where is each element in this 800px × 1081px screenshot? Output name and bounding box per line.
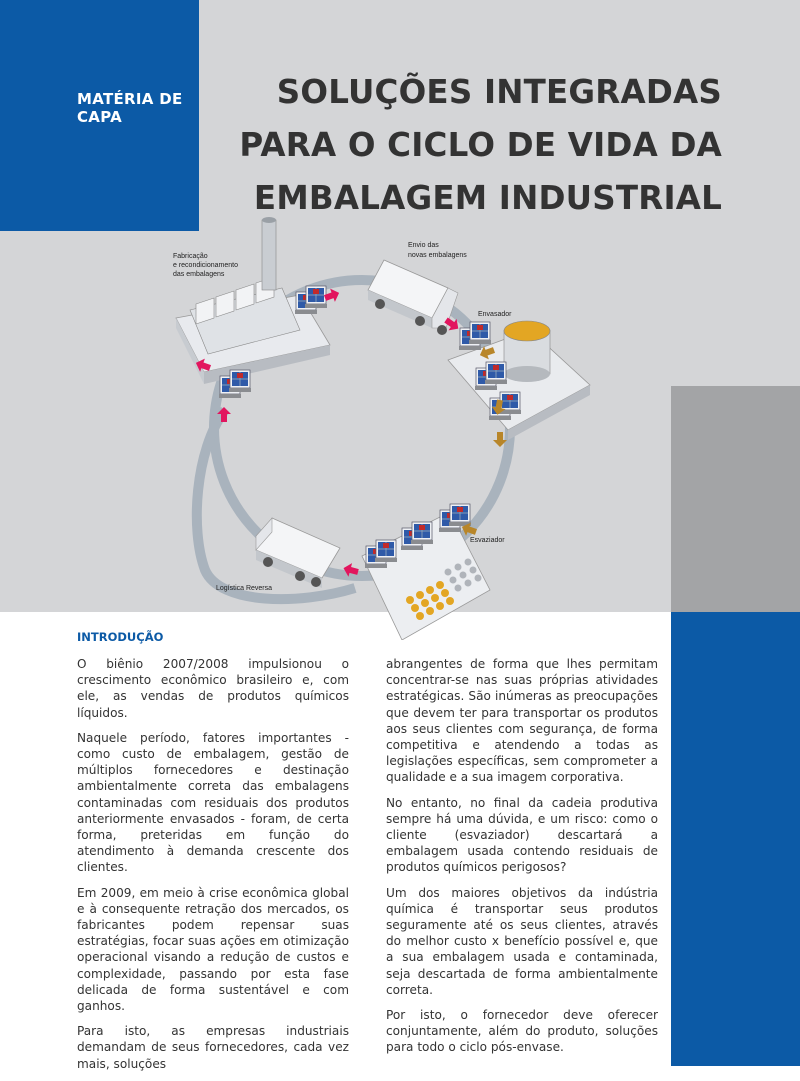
paragraph: No entanto, no final da cadeia produtiva sempre há uma dúvida, e um risco: como o cliente (esvaziador) descartará a embalagem usada contendo residuais de produtos químicos perigosos? — [386, 795, 658, 875]
section-label-line1: MATÉRIA DE — [77, 90, 183, 108]
paragraph: Em 2009, em meio à crise econômica global e à consequente retração dos mercados, os fabricantes podem repensar suas estratégias, focar suas ações em otimização operacional visando a redução de custos e complexidade, passando por esta fase delicada de forma sustentável e com ganhos. — [77, 885, 349, 1014]
paragraph: O biênio 2007/2008 impulsionou o crescimento econômico brasileiro e, com ele, as vendas de produtos químicos líquidos. — [77, 657, 349, 720]
svg-text:Fabricação — [173, 253, 208, 260]
label-shipping-1: Envio das — [408, 242, 439, 249]
label-reverse-logistics: Logística Reversa — [216, 585, 273, 592]
paragraph: Por isto, o fornecedor deve oferecer conjuntamente, além do produto, soluções para todo o ciclo pós-envase. — [386, 1008, 658, 1055]
title-line1: SOLUÇÕES INTEGRADAS — [276, 73, 722, 111]
label-factory-2: e recondicionamento — [173, 262, 238, 269]
truck-shipping — [368, 260, 458, 335]
label-shipping-2: novas embalagens — [408, 252, 467, 259]
section-label-line2: CAPA — [77, 108, 123, 126]
svg-text:Envio das — [408, 242, 439, 249]
paragraph: Para isto, as empresas industriais demandam de seus fornecedores, cada vez mais, soluções — [77, 1024, 349, 1071]
truck-reverse — [256, 518, 340, 588]
svg-text:e recondicionamento — [173, 262, 238, 269]
paragraph: Naquele período, fatores importantes - como custo de embalagem, gestão de múltiplos fornecedores e destinação ambientalmente correta das embalagens contaminadas com residuais dos produtos anteriormente envasados - foram, de certa forma, preteridas em função do atendimento à demanda crescente dos clientes. — [77, 730, 349, 875]
label-factory-1: Fabricação — [173, 253, 208, 260]
emptier-station — [362, 504, 490, 640]
svg-text:novas embalagens — [408, 252, 467, 259]
title-line2: PARA O CICLO DE VIDA DA — [239, 126, 722, 164]
side-bar-blue — [671, 612, 800, 1066]
article-column-2 — [386, 656, 658, 1065]
section-label — [77, 90, 183, 126]
lifecycle-diagram — [0, 200, 670, 640]
paragraph: Um dos maiores objetivos da indústria química é transportar seus produtos seguramente até os seus clientes, através do melhor custo x benefício possível e, que a sua embalagem usada e contaminada, seja descartada de forma ambientalmente correta. — [386, 885, 658, 997]
label-emptier: Esvaziador — [470, 537, 505, 544]
paragraph: abrangentes de forma que lhes permitam concentrar-se nas suas próprias atividades estratégicas. São inúmeras as preocupações que devem ter para transportar os produtos aos seus clientes com segurança, de forma competitiva e atendendo a todas as legislações específicas, sem comprometer a qualidade e a sua imagem corporativa. — [386, 657, 658, 785]
filler-station — [448, 321, 590, 440]
label-factory-3: das embalagens — [173, 271, 225, 278]
article-column-1 — [77, 656, 349, 1081]
title-line3: EMBALAGEM INDUSTRIAL — [253, 179, 722, 217]
side-bar-gray — [671, 386, 800, 612]
section-heading: INTRODUÇÃO — [77, 630, 164, 644]
svg-text:das embalagens — [173, 271, 225, 278]
label-filler: Envasador — [478, 311, 512, 318]
factory-illustration — [176, 217, 330, 398]
